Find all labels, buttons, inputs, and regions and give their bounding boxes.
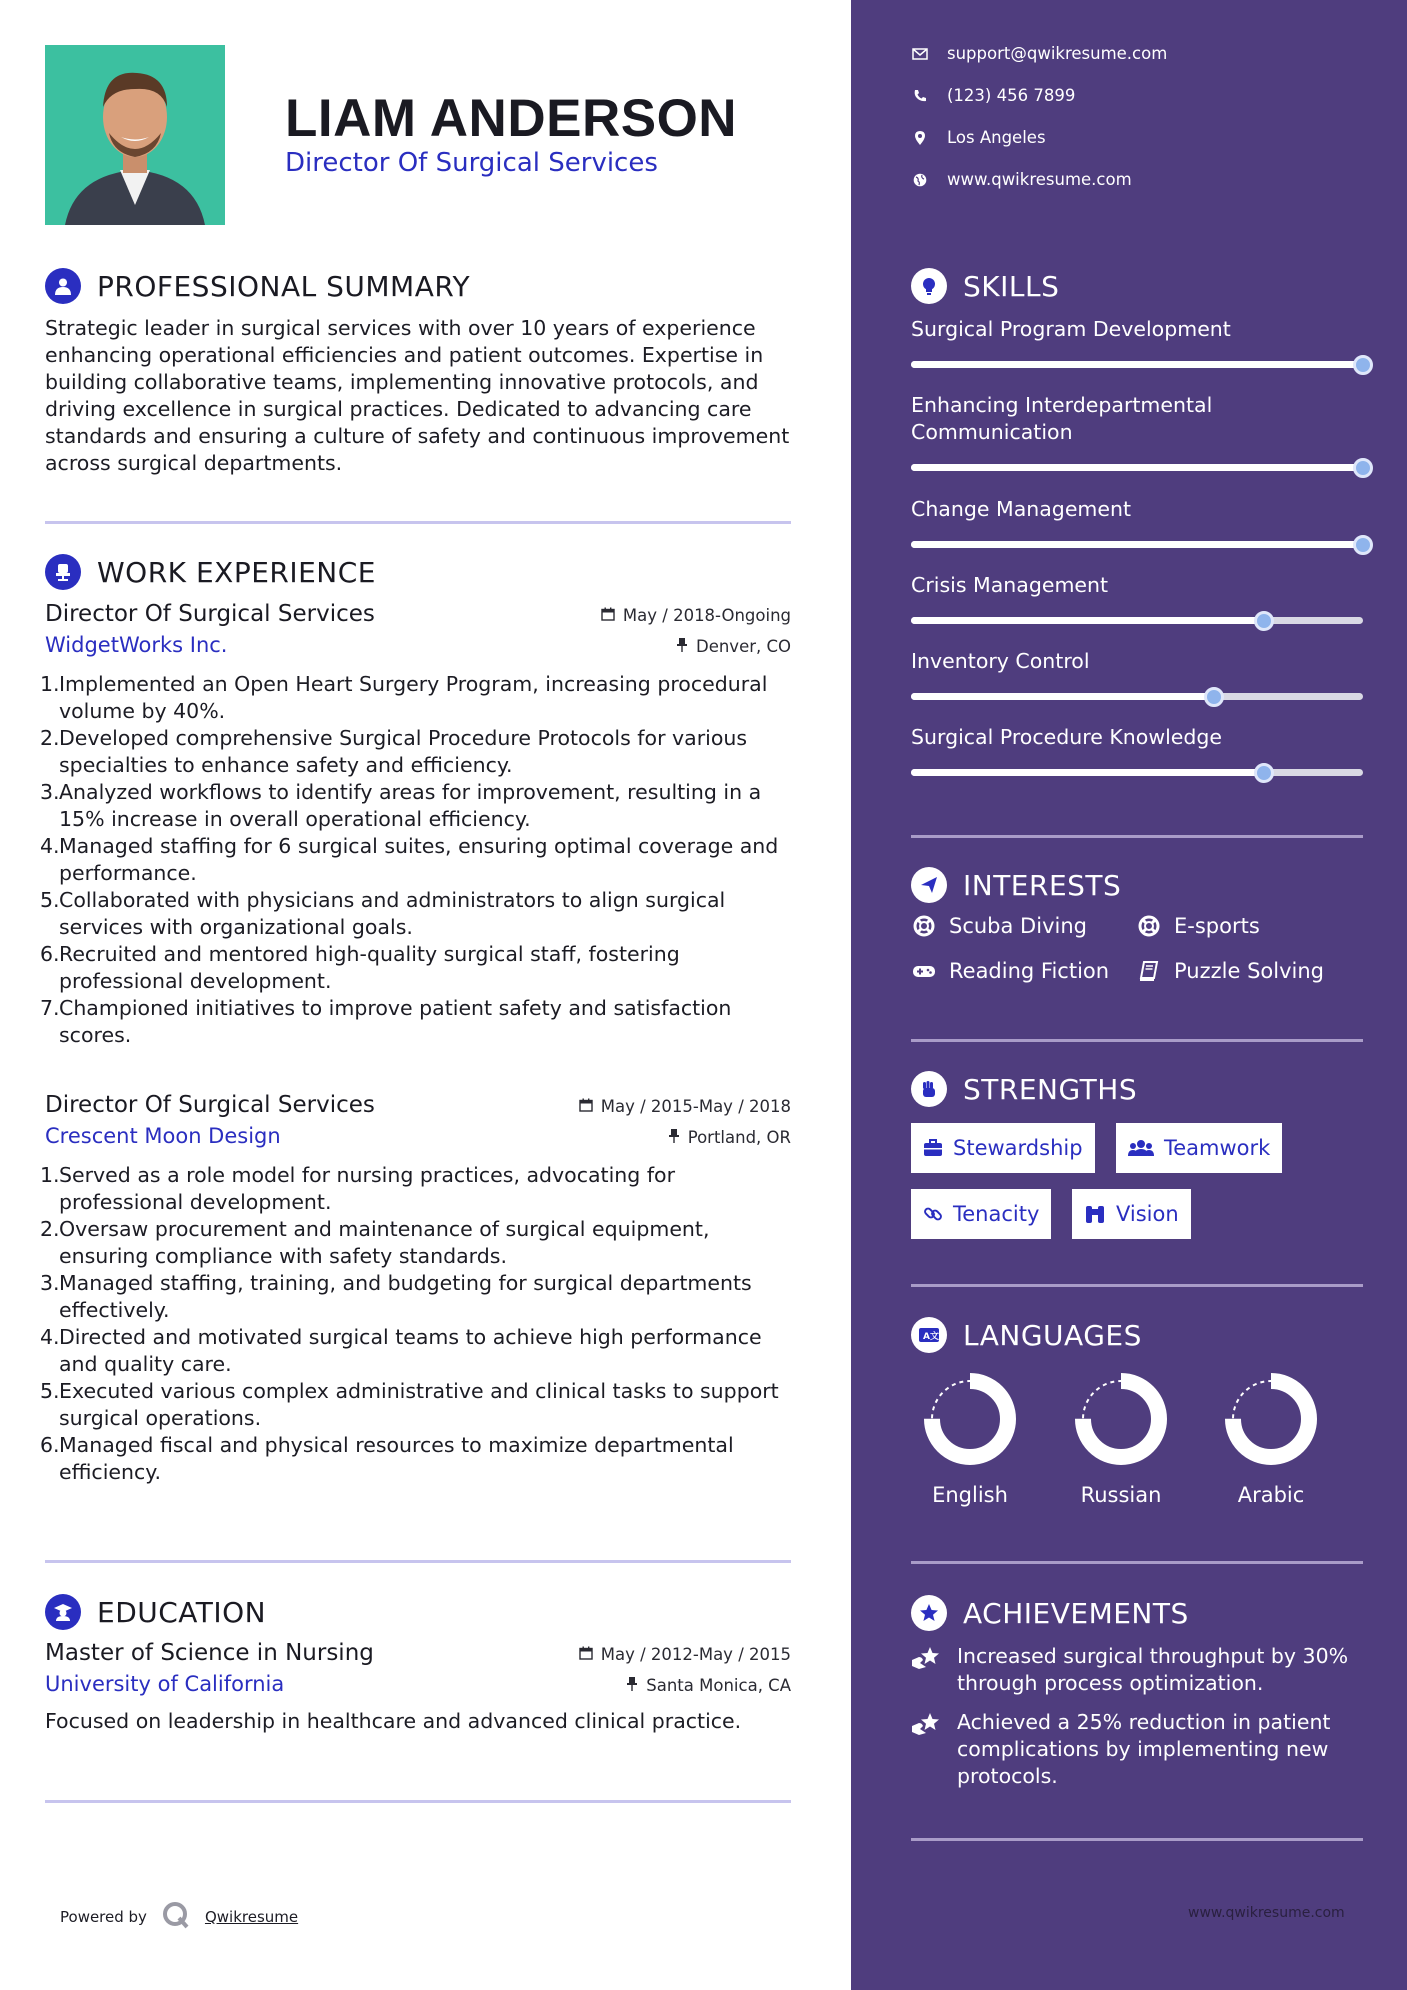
profile-photo (45, 45, 225, 225)
book-icon (1136, 961, 1162, 981)
star-hand-icon (911, 1709, 945, 1790)
job-location (676, 637, 791, 656)
contact-location-text: Los Angeles (947, 128, 1046, 147)
work-heading (45, 554, 376, 590)
strength-label: Teamwork (1164, 1136, 1271, 1160)
skill-label: Inventory Control (911, 649, 1090, 673)
strength-chip (1072, 1189, 1191, 1239)
work-title: WORK EXPERIENCE (97, 555, 376, 589)
education-date (579, 1645, 791, 1664)
contact-email-text: support@qwikresume.com (947, 44, 1168, 63)
achievement-text: Achieved a 25% reduction in patient complications by implementing new protocols. (957, 1710, 1331, 1788)
job-location (668, 1128, 791, 1147)
skills-heading (911, 268, 1059, 304)
calendar-icon (601, 606, 615, 625)
qwikresume-logo-icon (161, 1900, 191, 1934)
achievements-heading (911, 1595, 1189, 1631)
star-hand-icon (911, 1643, 945, 1697)
binoculars-icon (1084, 1204, 1106, 1224)
divider (45, 1800, 791, 1803)
divider (911, 1561, 1363, 1564)
strength-label: Tenacity (953, 1202, 1040, 1226)
achievement-text: Increased surgical throughput by 30% through process optimization. (957, 1644, 1349, 1695)
paper-plane-icon (911, 867, 947, 903)
education-title: EDUCATION (97, 1595, 267, 1629)
list-item: 3. Managed staffing, training, and budgeting for surgical departments effectively. (40, 1271, 752, 1322)
strengths-title: STRENGTHS (963, 1072, 1138, 1106)
language-ring (920, 1369, 1020, 1469)
skill-item (911, 496, 1363, 548)
list-item: 6. Recruited and mentored high-quality surgical staff, fostering professional development. (40, 942, 680, 993)
list-item: 7. Championed initiatives to improve patient safety and satisfaction scores. (40, 996, 732, 1047)
chair-icon (45, 554, 81, 590)
skill-label: Change Management (911, 497, 1132, 521)
language-icon (911, 1317, 947, 1353)
skill-bar-fill (911, 464, 1363, 471)
skill-bar-fill (911, 361, 1363, 368)
skill-bar (911, 464, 1363, 471)
list-item: 4. Managed staffing for 6 surgical suites, ensuring optimal coverage and performance. (40, 834, 779, 885)
skill-bar-knob (1204, 687, 1224, 707)
gamepad-icon (911, 963, 937, 979)
link-icon (923, 1204, 943, 1224)
svg-text:A: A (923, 1332, 930, 1342)
job-date (601, 606, 791, 625)
divider (45, 521, 791, 524)
skill-bar-knob (1353, 458, 1373, 478)
list-item: 2. Developed comprehensive Surgical Procedure Protocols for various specialties to enhance safety and efficiency. (40, 726, 748, 777)
strength-label: Stewardship (953, 1136, 1083, 1160)
language-ring-fill (1233, 1381, 1309, 1457)
education-date-text: May / 2012-May / 2015 (600, 1645, 791, 1664)
skill-label: Surgical Program Development (911, 317, 1231, 341)
fist-icon (911, 1071, 947, 1107)
pin-icon (668, 1128, 680, 1147)
interest-item (911, 959, 1109, 983)
pin-icon (626, 1676, 638, 1695)
skill-label: Crisis Management (911, 573, 1109, 597)
summary-title: PROFESSIONAL SUMMARY (97, 269, 471, 303)
job-company: WidgetWorks Inc. (45, 633, 228, 657)
degree: Master of Science in Nursing (45, 1640, 374, 1666)
strength-chip (911, 1189, 1051, 1239)
language-label: Russian (1080, 1483, 1162, 1507)
skill-bar (911, 693, 1363, 700)
interest-label: E-sports (1174, 914, 1260, 938)
lifebuoy-icon (1136, 915, 1162, 937)
interests-heading (911, 867, 1121, 903)
achievement-item (911, 1709, 1363, 1790)
globe-icon (911, 173, 929, 187)
job-date-text: May / 2018-Ongoing (622, 606, 791, 625)
language-ring (1071, 1369, 1171, 1469)
lifebuoy-icon (911, 915, 937, 937)
pin-icon (676, 637, 688, 656)
education-location (626, 1676, 791, 1695)
skill-item (911, 392, 1363, 471)
list-item: 1. Served as a role model for nursing practices, advocating for professional development. (40, 1163, 676, 1214)
job-date (579, 1097, 791, 1116)
divider (45, 1560, 791, 1563)
education-entry (45, 1640, 791, 1735)
strength-label: Vision (1116, 1202, 1179, 1226)
achievements-title: ACHIEVEMENTS (963, 1596, 1189, 1630)
skill-bar-fill (911, 769, 1264, 776)
language-item (1221, 1369, 1321, 1507)
skill-bar-knob (1353, 535, 1373, 555)
language-item (920, 1369, 1020, 1507)
contact-phone[interactable] (911, 86, 1075, 105)
skill-bar-fill (911, 693, 1214, 700)
skill-bar-fill (911, 617, 1264, 624)
strength-chip (911, 1123, 1095, 1173)
lightbulb-icon (911, 268, 947, 304)
job-location-text: Portland, OR (687, 1128, 791, 1147)
language-ring-fill (1083, 1381, 1159, 1457)
skill-bar-knob (1353, 355, 1373, 375)
skill-item (911, 572, 1363, 624)
interest-item (911, 914, 1087, 938)
map-marker-icon (911, 131, 929, 145)
skill-bar (911, 541, 1363, 548)
school: University of California (45, 1672, 285, 1696)
interests-title: INTERESTS (963, 868, 1122, 902)
interest-label: Puzzle Solving (1174, 959, 1324, 983)
summary-text: Strategic leader in surgical services with over 10 years of experience enhancing operational efficiencies and patient outcomes. Expertise in building collaborative teams, implementing innovative protocols, and driving excellence in surgical practices. Dedicated to advancing care standards and ensuring a culture of safety and continuous improvement across surgical departments. (45, 316, 790, 475)
skill-item (911, 724, 1363, 776)
skill-bar-fill (911, 541, 1363, 548)
job-date-text: May / 2015-May / 2018 (600, 1097, 791, 1116)
list-item: 4. Directed and motivated surgical teams to achieve high performance and quality care. (40, 1325, 762, 1376)
skill-label: Enhancing Interdepartmental Communication (911, 393, 1213, 444)
interest-item (1136, 959, 1324, 983)
job-bullets (40, 671, 791, 1049)
strengths-heading (911, 1071, 1137, 1107)
contact-phone-text: (123) 456 7899 (947, 86, 1076, 105)
skill-bar-knob (1254, 611, 1274, 631)
contact-website[interactable] (911, 170, 1132, 189)
languages-title: LANGUAGES (963, 1318, 1142, 1352)
candidate-title: Director Of Surgical Services (285, 148, 658, 178)
contact-website-text: www.qwikresume.com (947, 170, 1132, 189)
calendar-icon (579, 1645, 593, 1664)
job-entry (40, 601, 791, 1049)
divider (911, 1838, 1363, 1841)
star-badge-icon (911, 1595, 947, 1631)
languages-heading (911, 1317, 1142, 1353)
skill-item (911, 316, 1363, 368)
skill-item (911, 648, 1363, 700)
user-icon (45, 268, 81, 304)
language-item (1071, 1369, 1171, 1507)
list-item: 2. Oversaw procurement and maintenance of surgical equipment, ensuring compliance with safety standards. (40, 1217, 710, 1268)
achievement-item (911, 1643, 1363, 1697)
job-bullets (40, 1162, 791, 1486)
powered-by-label: Powered by (60, 1908, 147, 1926)
candidate-name: LIAM ANDERSON (285, 89, 738, 148)
phone-icon (911, 89, 929, 103)
summary-heading (45, 268, 470, 304)
language-ring-fill (932, 1381, 1008, 1457)
language-label: Arabic (1237, 1483, 1305, 1507)
list-item: 5. Executed various complex administrative and clinical tasks to support surgical operations. (40, 1379, 779, 1430)
list-item: 6. Managed fiscal and physical resources to maximize departmental efficiency. (40, 1433, 734, 1484)
powered-by (60, 1900, 298, 1934)
divider (911, 1039, 1363, 1042)
education-heading (45, 1594, 266, 1630)
job-entry (40, 1092, 791, 1486)
language-label: English (932, 1483, 1008, 1507)
list-item: 5. Collaborated with physicians and administrators to align surgical services with organizational goals. (40, 888, 726, 939)
briefcase-icon (923, 1139, 943, 1157)
skill-bar-knob (1254, 763, 1274, 783)
users-icon (1128, 1139, 1154, 1157)
interest-label: Reading Fiction (949, 959, 1110, 983)
calendar-icon (579, 1097, 593, 1116)
language-ring (1221, 1369, 1321, 1469)
skill-bar (911, 361, 1363, 368)
svg-text:文: 文 (930, 1332, 940, 1342)
divider (911, 835, 1363, 838)
contact-email[interactable] (911, 44, 1167, 63)
job-company: Crescent Moon Design (45, 1124, 281, 1148)
envelope-icon (911, 48, 929, 60)
list-item: 1. Implemented an Open Heart Surgery Program, increasing procedural volume by 40%. (40, 672, 768, 723)
footer-website[interactable]: www.qwikresume.com (1188, 1905, 1345, 1921)
skills-title: SKILLS (963, 269, 1060, 303)
job-title: Director Of Surgical Services (45, 1092, 375, 1118)
list-item: 3. Analyzed workflows to identify areas for improvement, resulting in a 15% increase in overall operational efficiency. (40, 780, 762, 831)
interest-item (1136, 914, 1260, 938)
contact-location (911, 128, 1046, 147)
job-location-text: Denver, CO (695, 637, 791, 656)
skill-bar (911, 769, 1363, 776)
graduate-icon (45, 1594, 81, 1630)
job-title: Director Of Surgical Services (45, 601, 375, 627)
strength-chip (1116, 1123, 1282, 1173)
skill-bar (911, 617, 1363, 624)
qwikresume-link[interactable]: Qwikresume (204, 1908, 299, 1926)
skill-label: Surgical Procedure Knowledge (911, 725, 1223, 749)
education-location-text: Santa Monica, CA (646, 1676, 791, 1695)
divider (911, 1284, 1363, 1287)
education-note: Focused on leadership in healthcare and advanced clinical practice. (45, 1709, 742, 1733)
interest-label: Scuba Diving (949, 914, 1087, 938)
